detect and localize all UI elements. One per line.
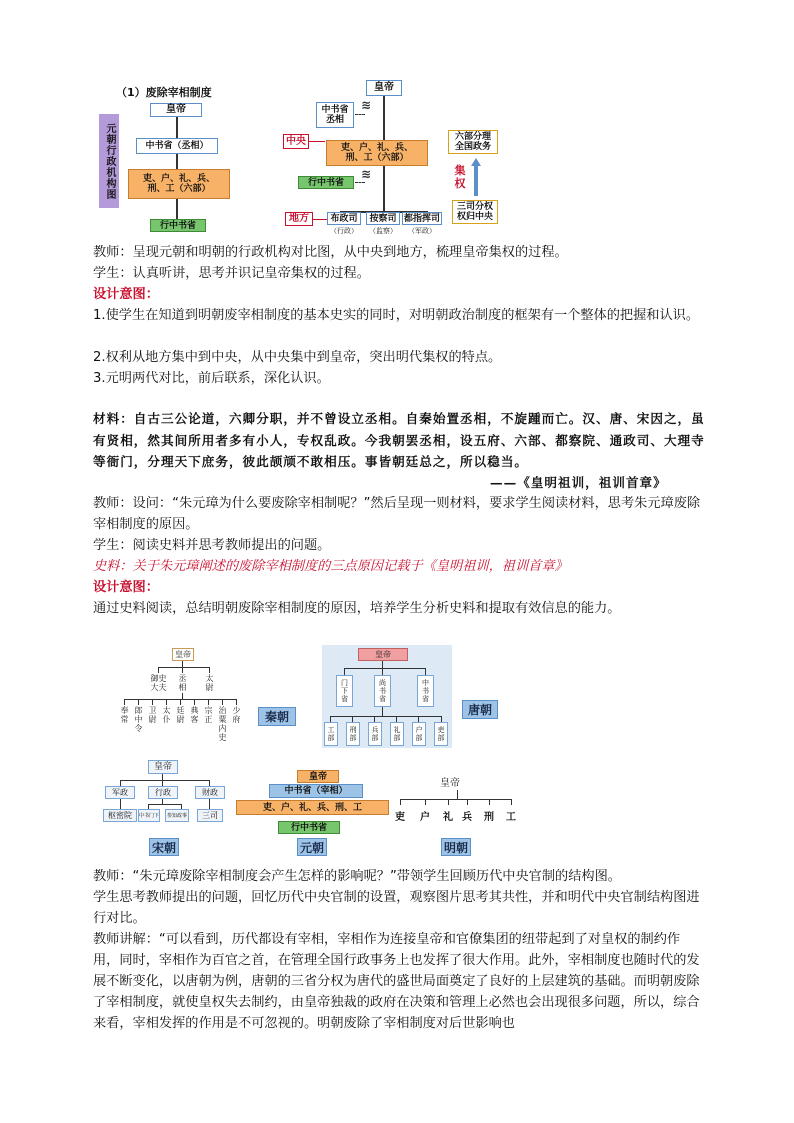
ming2-emperor: 皇帝 [440, 778, 460, 789]
para-teacher-explain: 教师讲解：“可以看到，历代都设有宰相，宰相作为连接皇帝和官僚集团的纽带起到了对皇权的制约作用，同时，宰相作为百官之首，在管理全国行政事务上也发挥了很大作用。此外，宰相制度也随时代的发展不断变化，以唐朝为例，唐朝的三省分权为唐代的盛世局面奠定了良好的上层建筑的基础。而明朝废除了宰相制度，就使皇权失去制约，由皇帝独裁的政府在决策和管理上必然也会出现很多问题，所以，综合来看，宰相发挥的作用是不可忽视的。明朝废除了宰相制度对后世影响也 [93, 932, 700, 1031]
qin-bottom-7: 治粟内史 [218, 706, 227, 742]
tang-label: 唐朝 [462, 700, 498, 719]
yuan2-zhongshu: 中书省（宰相） [269, 784, 363, 798]
tang-six-0 [324, 722, 338, 746]
ming2-six-2: 礼 [443, 812, 453, 823]
ming-province: 行中书省 [298, 176, 354, 189]
song-bottom-1: 中书门下 [138, 809, 160, 822]
tang-six-2 [368, 722, 382, 746]
qin-top-2: 太尉 [205, 674, 214, 692]
para-student-2: 学生：阅读史料并思考教师提出的问题。 [93, 538, 331, 553]
song-mid-0: 军政 [105, 786, 135, 799]
yuan2-label: 元朝 [297, 838, 327, 856]
qin-top-1: 丞相 [178, 674, 187, 692]
ming-buzhengsi-sub: （行政） [330, 226, 358, 235]
material-quote: 材料：自古三公论道，六卿分职，并不曾设立丞相。自秦始置丞相，不旋踵而亡。汉、唐、宋因之，虽有贤相，然其间所用者多有小人，专权乱政。今我朝罢丞相，设五府、六部、都察院、通政司、大理寺等衙门，分理天下庶务，彼此颉颃不敢相压。事皆朝廷总之，所以稳当。 [93, 411, 705, 469]
para-student-3: 学生思考教师提出的问题，回忆历代中央官制的设置，观察图片思考其共性，并和明代中央官制结构图进行对比。 [93, 890, 700, 926]
song-label: 宋朝 [149, 838, 179, 856]
broken-link-icon: ≋ [361, 98, 372, 112]
ming2-six-4: 刑 [484, 812, 494, 823]
ming-three-si: 三司分权权归中央 [452, 200, 498, 224]
ming-duzhihuisi-sub: （军政） [408, 226, 436, 235]
ming-anchasi: 按察司 [366, 212, 400, 225]
arrow-up-icon [471, 158, 481, 166]
yuan-emperor: 皇帝 [150, 103, 202, 117]
ming2-label: 明朝 [441, 838, 471, 856]
tang-three-0-text: 门下省 [340, 679, 349, 703]
design-intent-heading-2: 设计意图： [93, 580, 159, 595]
song-bottom-0: 枢密院 [103, 809, 137, 822]
qin-bottom-8: 少府 [232, 706, 241, 724]
qin-bottom-5: 典客 [190, 706, 199, 724]
ming-zhongshu: 中书省丞相 [316, 102, 354, 128]
yuan-zhongshu: 中书省（丞相） [136, 138, 218, 154]
design-point-4: 通过史料阅读，总结明朝废除宰相制度的原因，培养学生分析史料和提取有效信息的能力。 [93, 601, 621, 616]
tang-three-0 [336, 675, 353, 707]
ming2-six-1: 户 [420, 812, 430, 823]
ming-buzhengsi: 布政司 [327, 212, 361, 225]
qin-bottom-2: 卫尉 [148, 706, 157, 724]
tang-three-1-text: 尚书省 [378, 679, 387, 703]
para-teacher-1: 教师：呈现元朝和明朝的行政机构对比图，从中央到地方，梳理皇帝集权的过程。 [93, 245, 568, 260]
ming-duzhihuisi: 都指挥司 [403, 213, 440, 224]
diagram1-title: （1）废除宰相制度 [116, 86, 212, 99]
tang-six-5-text: 吏部 [437, 726, 445, 742]
tang-six-2-text: 兵部 [371, 726, 379, 742]
tang-six-0-text: 工部 [327, 726, 335, 742]
tang-three-2-text: 中书省 [421, 679, 430, 703]
yuan2-six: 吏、户、礼、兵、刑、工 [236, 800, 389, 815]
qin-label: 秦朝 [258, 707, 296, 726]
ming-concentrate: 集权 [454, 164, 466, 190]
qin-bottom-0: 奉常 [120, 706, 129, 724]
song-emperor: 皇帝 [148, 760, 178, 774]
yuan2-emperor: 皇帝 [297, 770, 339, 783]
material-source: ——《皇明祖训，祖训首章》 [490, 475, 667, 490]
ming2-six-5: 工 [506, 812, 516, 823]
yuan2-province: 行中书省 [278, 821, 340, 834]
ming-central: 中央 [283, 134, 309, 149]
qin-bottom-4: 廷尉 [176, 706, 185, 724]
song-mid-1: 行政 [148, 786, 178, 799]
tang-three-1 [374, 675, 391, 707]
tang-three-2 [417, 675, 434, 707]
tang-six-1-text: 刑部 [349, 726, 357, 742]
song-bottom-2: 参知政事 [165, 809, 189, 822]
song-mid-2: 财政 [195, 786, 225, 799]
qin-top-0: 御史大夫 [150, 674, 167, 692]
ming2-six-3: 兵 [462, 812, 472, 823]
tang-six-4 [412, 722, 426, 746]
ming-emperor: 皇帝 [366, 80, 402, 96]
para-source-note: 史料：关于朱元璋阐述的废除宰相制度的三点原因记载于《皇明祖训，祖训首章》 [93, 559, 568, 574]
ming-anchasi-sub: （监察） [369, 226, 397, 235]
tang-six-5 [434, 722, 448, 746]
qin-bottom-6: 宗正 [204, 706, 213, 724]
song-bottom-3: 三司 [197, 809, 223, 822]
tang-six-1 [346, 722, 360, 746]
design-point-3: 3.元明两代对比，前后联系，深化认识。 [93, 371, 330, 386]
ming2-six-0: 吏 [395, 812, 405, 823]
design-point-2: 2.权利从地方集中到中央，从中央集中到皇帝，突出明代集权的特点。 [93, 350, 502, 365]
tang-six-3 [390, 722, 404, 746]
broken-link-icon-2: ≋ [361, 167, 372, 181]
qin-bottom-1: 郎中令 [134, 706, 143, 733]
yuan-province: 行中书省 [150, 219, 206, 232]
yuan-side-label: 元朝行政机构图 [99, 114, 119, 208]
para-student-1: 学生：认真听讲，思考并识记皇帝集权的过程。 [93, 266, 370, 281]
design-point-1: 1.使学生在知道到明朝废宰相制度的基本史实的同时，对明朝政治制度的框架有一个整体的把握和认识。 [93, 308, 700, 323]
ming-local: 地方 [285, 212, 313, 226]
tang-emperor: 皇帝 [358, 648, 408, 661]
tang-six-3-text: 礼部 [393, 726, 401, 742]
yuan-six-ministries: 吏、户、礼、兵、刑、工（六部） [128, 169, 230, 199]
tang-six-4-text: 户部 [415, 726, 423, 742]
ming-six-ministries: 吏、户、礼、兵、刑、工（六部） [326, 140, 428, 166]
ming-six-share: 六部分理全国政务 [448, 130, 498, 154]
design-intent-heading-1: 设计意图： [93, 287, 159, 302]
para-teacher-3: 教师：“朱元璋废除宰相制度会产生怎样的影响呢？”带领学生回顾历代中央官制的结构图。 [93, 869, 621, 884]
qin-emperor: 皇帝 [172, 648, 194, 661]
qin-bottom-3: 太仆 [162, 706, 171, 724]
para-teacher-2: 教师：设问：“朱元璋为什么要废除宰相制呢？”然后呈现一则材料，要求学生阅读材料，思考朱元璋废除宰相制度的原因。 [93, 496, 701, 532]
